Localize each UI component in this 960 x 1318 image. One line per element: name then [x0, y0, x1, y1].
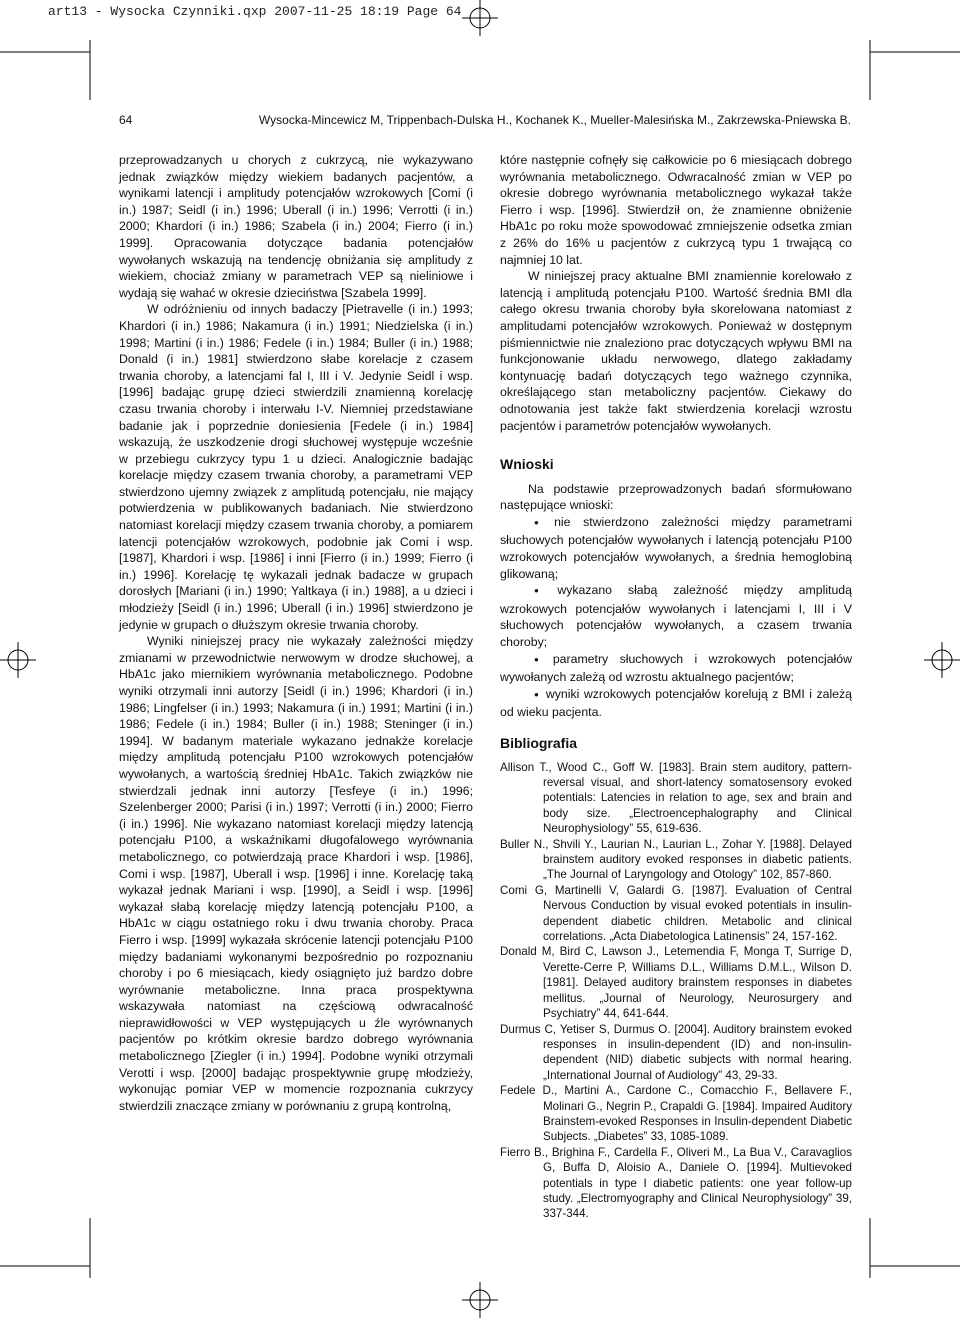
right-column — [500, 152, 852, 1222]
list-item: ● wykazano słabą zależność między amplitudą wzrokowych potencjałów wywołanych i latencjami I, III i V słuchowych potencjałów wywołanych, a czasem trwania choroby; — [500, 582, 852, 650]
section-heading-conclusions: Wnioski — [500, 456, 554, 473]
paragraph: które następnie cofnęły się całkowicie po 6 miesiącach dobrego wyrównania metabolicznego. Odwracalność zmian w VEP po okresie dobrego wyrównania metabolicznego wykazał także Fierro i wsp. [1996]. Stwierdził on, że znamienne obniżenie HbA1c po roku może spowodować zmniejszenie odsetka zmian z 26% do 16% u pacjentów z cukrzycą typu 1 trwającą co najmniej 10 lat. — [500, 153, 852, 267]
reference-item: Donald M, Bird C, Lawson J., Letemendia F, Monga T, Surrige D, Verette-Cerre P, Williams D.L., Williams D.M.L., Wilson D. [1981]. Delayed auditory brainstem responses in diabetes mellitus. „Journal of Neurology, Neurosurgery and Psychiatry” 44, 641-644. — [500, 945, 852, 1021]
paragraph: Wyniki niniejszej pracy nie wykazały zależności między zmianami w przewodnictwie nerwowym w drodze słuchowej, a HbA1c jako miernikiem wyrównania metabolicznego. Podobne wyniki otrzymali inni autorzy [Seidl (i in.) 1996; Khardori (i in.) 1986; Lingfelser (i in.) 1993; Nakamura (i in.) 1991; Martini (i in.) 1986; Fedele (i in.) 1984; Buller (i in.) 1988; Steninger (i in.) 1994]. W badanym materiale wykazano jednakże korelacje między amplitudą potencjału P100 wzrokowych potencjałów wywołanych, a wartością średniej HbA1c. Takich związków nie stwierdzali jednak inni autorzy [Tesfeye (i in.) 1996; Szelenberger 2000; Parisi (i in.) 1997; Verrotti (i in.) 2000; Fierro (i in.) 1996]. Nie wykazano natomiast korelacji między latencją potencjału P100, a wskaźnikami długofalowego wyrównania metabolicznego, co potwierdzają prace Khardori i wsp. [1986], Comi i wsp. [1987], Uberall i wsp. [1996] i inne. Korelację taką wykazał jednak Mariani i wsp. [1990], a Seidl i wsp. [1996] wykazał słabą korelację między latencją potencjału P100, a HbA1c w ciągu ostatniego roku i dwu trwania choroby. Praca Fierro i wsp. [1999] wykazała skrócenie latencji potencjału P100 między badaniami wykonanymi bezpośrednio po rozpoznaniu choroby i po 6 miesiącach, kiedy osiągnięto już bardzo dobre wyrównanie metaboliczne. Inna praca prospektywna wskazywała natomiast na częściową odwracalność nieprawidłowości w VEP występujących u źle wyrównanych pacjentów po krótkim okresie bardzo dobrego wyrównania metabolicznego [Ziegler (i in.) 1994]. Podobne wyniki otrzymali Verotti i wsp. [2000] badając prospektywnie grupę młodzieży, wykonując pomiar VEP w momencie rozpoznania cukrzycy stwierdzili znaczące zmiany w porównaniu z grupą kontrolną, — [119, 634, 473, 1113]
reference-item: Fierro B., Brighina F., Cardella F., Oliveri M., La Bua V., Caravaglios G, Buffa D, Aloisio A., Daniele O. [1994]. Multievoked potentials in type I diabetic patients: one year follow-up study. „Electromyography and Clinical Neurophysiology” 39, 337-344. — [500, 1145, 852, 1221]
section-heading-bibliography: Bibliografia — [500, 735, 578, 751]
running-head — [119, 113, 851, 127]
paragraph: W niniejszej pracy aktualne BMI znamiennie korelowało z latencją i amplitudą potencjału P100. Wartość średnia BMI dla całego okresu trwania choroby była skorelowana natomiast z amplitudami potencjałów wzrokowych. Ponieważ w dostępnym piśmiennictwie nie znaleziono prac dotyczących wpływu BMI na funkcjonowanie układu nerwowego, dlatego zakładamy kontynuację badań dotyczących tego ważnego czynnika, określającego stan metaboliczny pacjentów. Ciekawy do odnotowania jest także fakt stwierdzenia korelacji wzrostu pacjentów i parametrów potencjałów wywołanych. — [500, 269, 852, 433]
page-number: 64 — [119, 113, 133, 127]
reference-item: Buller N., Shvili Y., Laurian N., Laurian L., Zohar Y. [1988]. Delayed brainstem auditory evoked responses in diabetic patients. „The Journal of Laryngology and Otology” 102, 857-860. — [500, 837, 852, 882]
list-item: ● nie stwierdzono zależności między parametrami słuchowych potencjałów wywołanych i latencją potencjału P100 wzrokowych potencjałów wywołanych, a średnia hemoglobiną glikowaną; — [500, 514, 852, 582]
paragraph: W odróżnieniu od innych badaczy [Pietravelle (i in.) 1993; Khardori (i in.) 1986; Nakamura (i in.) 1991; Niedzielska (i in.) 1998; Martini (i in.) 1986; Fedele (i in.) 1984; Buller (i in.) 1988; Donald (i in.) 1981] stwierdzono słabe korelacje z czasem trwania choroby, a latencjami fal I, III i V. Jedynie Seidl i wsp. [1996] badając grupę dzieci stwierdzili znamienną korelację czasu trwania choroby i interwału I-V. Niemniej przedstawiane badanie jak i poprzednie doniesienia [Fedele (i in.) 1984] wskazują, że uszkodzenie drogi słuchowej występuje wcześnie w przebiegu cukrzycy typu 1 u dzieci. Analogicznie badając korelacje między czasem trwania choroby, a parametrami VEP stwierdzono ujemny związek z amplitudą potencjału, nie mający potwierdzenia w publikowanych badaniach. Nie stwierdzono natomiast korelacji między czasem trwania choroby, a pomiarem latencji potencjałów wzrokowych, podobnie jak Comi i wsp. [1987], Khardori i wsp. [1986] i inni [Fierro (i in.) 1999; Fierro (i in.) 1996]. Korelację tę wykazali jednak badacze w grupach dorosłych [Mariani (i in.) 1990; Yaltkaya (i in.) 1988], a u dzieci i młodzieży [Seidl (i in.) 1996; Uberall (i in.) 1996] stwierdzono je jedynie w grupach o dłuższym okresie trwania choroby. — [119, 302, 473, 632]
reference-item: Comi G, Martinelli V, Galardi G. [1987]. Evaluation of Central Nervous Conduction by visual evoked potentials in insulin-dependent diabetic children. Metabolic and clinical correlations. „Acta Diabetologica Latinensis” 24, 157-162. — [500, 883, 852, 944]
running-head-authors: Wysocka-Mincewicz M, Trippenbach-Dulska H., Kochanek K., Mueller-Malesińska M., Zakrzewska-Pniewska B. — [258, 113, 851, 127]
reference-item: Fedele D., Martini A., Cardone C., Comacchio F., Bellavere F., Molinari G., Negrin P., Crapaldi G. [1984]. Impaired Auditory Brainstem-evoked Responses in Insulin-dependent Diabetic Subjects. „Diabetes” 33, 1085-1089. — [500, 1084, 852, 1144]
left-column — [119, 152, 473, 1114]
reference-item: Durmus C, Yetiser S, Durmus O. [2004]. Auditory brainstem evoked responses in insulin-dependent (ID) and non-insulin-dependent (NID) diabetic subjects with normal hearing. „International Journal of Audiology” 43, 29-33. — [500, 1022, 852, 1082]
reference-item: Allison T., Wood C., Goff W. [1983]. Brain stem auditory, pattern-reversal visual, and short-latency somatosensory evoked potentials: Latencies in relation to age, sex and brain and body size. „Electroencephalography and Clinical Neurophysiology” 55, 619-636. — [500, 760, 852, 836]
paragraph: przeprowadzanych u chorych z cukrzycą, nie wykazywano jednak związków między wiekiem badanych pacjentów, a wynikami latencji i amplitudy potencjałów wzrokowych [Comi (i in.) 1987; Seidl (i in.) 1996; Uberall (i in.) 1996; Verrotti (i in.) 2000; Khardori (i in.) 1986; Szabela (i in.) 2004; Fierro (i in.) 1999]. Opracowania dotyczące badania potencjałów wywołanych wskazują na tendencję obniżania się amplitudy z wiekiem, chociaż zmiany w parametrach VEP są nieliniowe i wydają się wahać w okresie dzieciństwa [Szabela 1999]. — [119, 153, 473, 300]
conclusions-intro: Na podstawie przeprowadzonych badań sformułowano następujące wnioski: — [500, 481, 852, 513]
crosshair-icon — [0, 642, 36, 678]
list-item: ● wyniki wzrokowych potencjałów korelują z BMI i zależą od wieku pacjenta. — [500, 686, 852, 721]
crosshair-icon — [462, 1282, 498, 1318]
crosshair-icon — [924, 642, 960, 678]
list-item: ● parametry słuchowych i wzrokowych potencjałów wywołanych zależą od wzrostu aktualnego pacjentów; — [500, 651, 852, 686]
print-slug: art13 - Wysocka Czynniki.qxp 2007-11-25 18:19 Page 64 — [48, 4, 462, 19]
crosshair-icon — [462, 0, 498, 36]
reference-list — [500, 760, 852, 1222]
conclusions-list — [500, 514, 852, 721]
